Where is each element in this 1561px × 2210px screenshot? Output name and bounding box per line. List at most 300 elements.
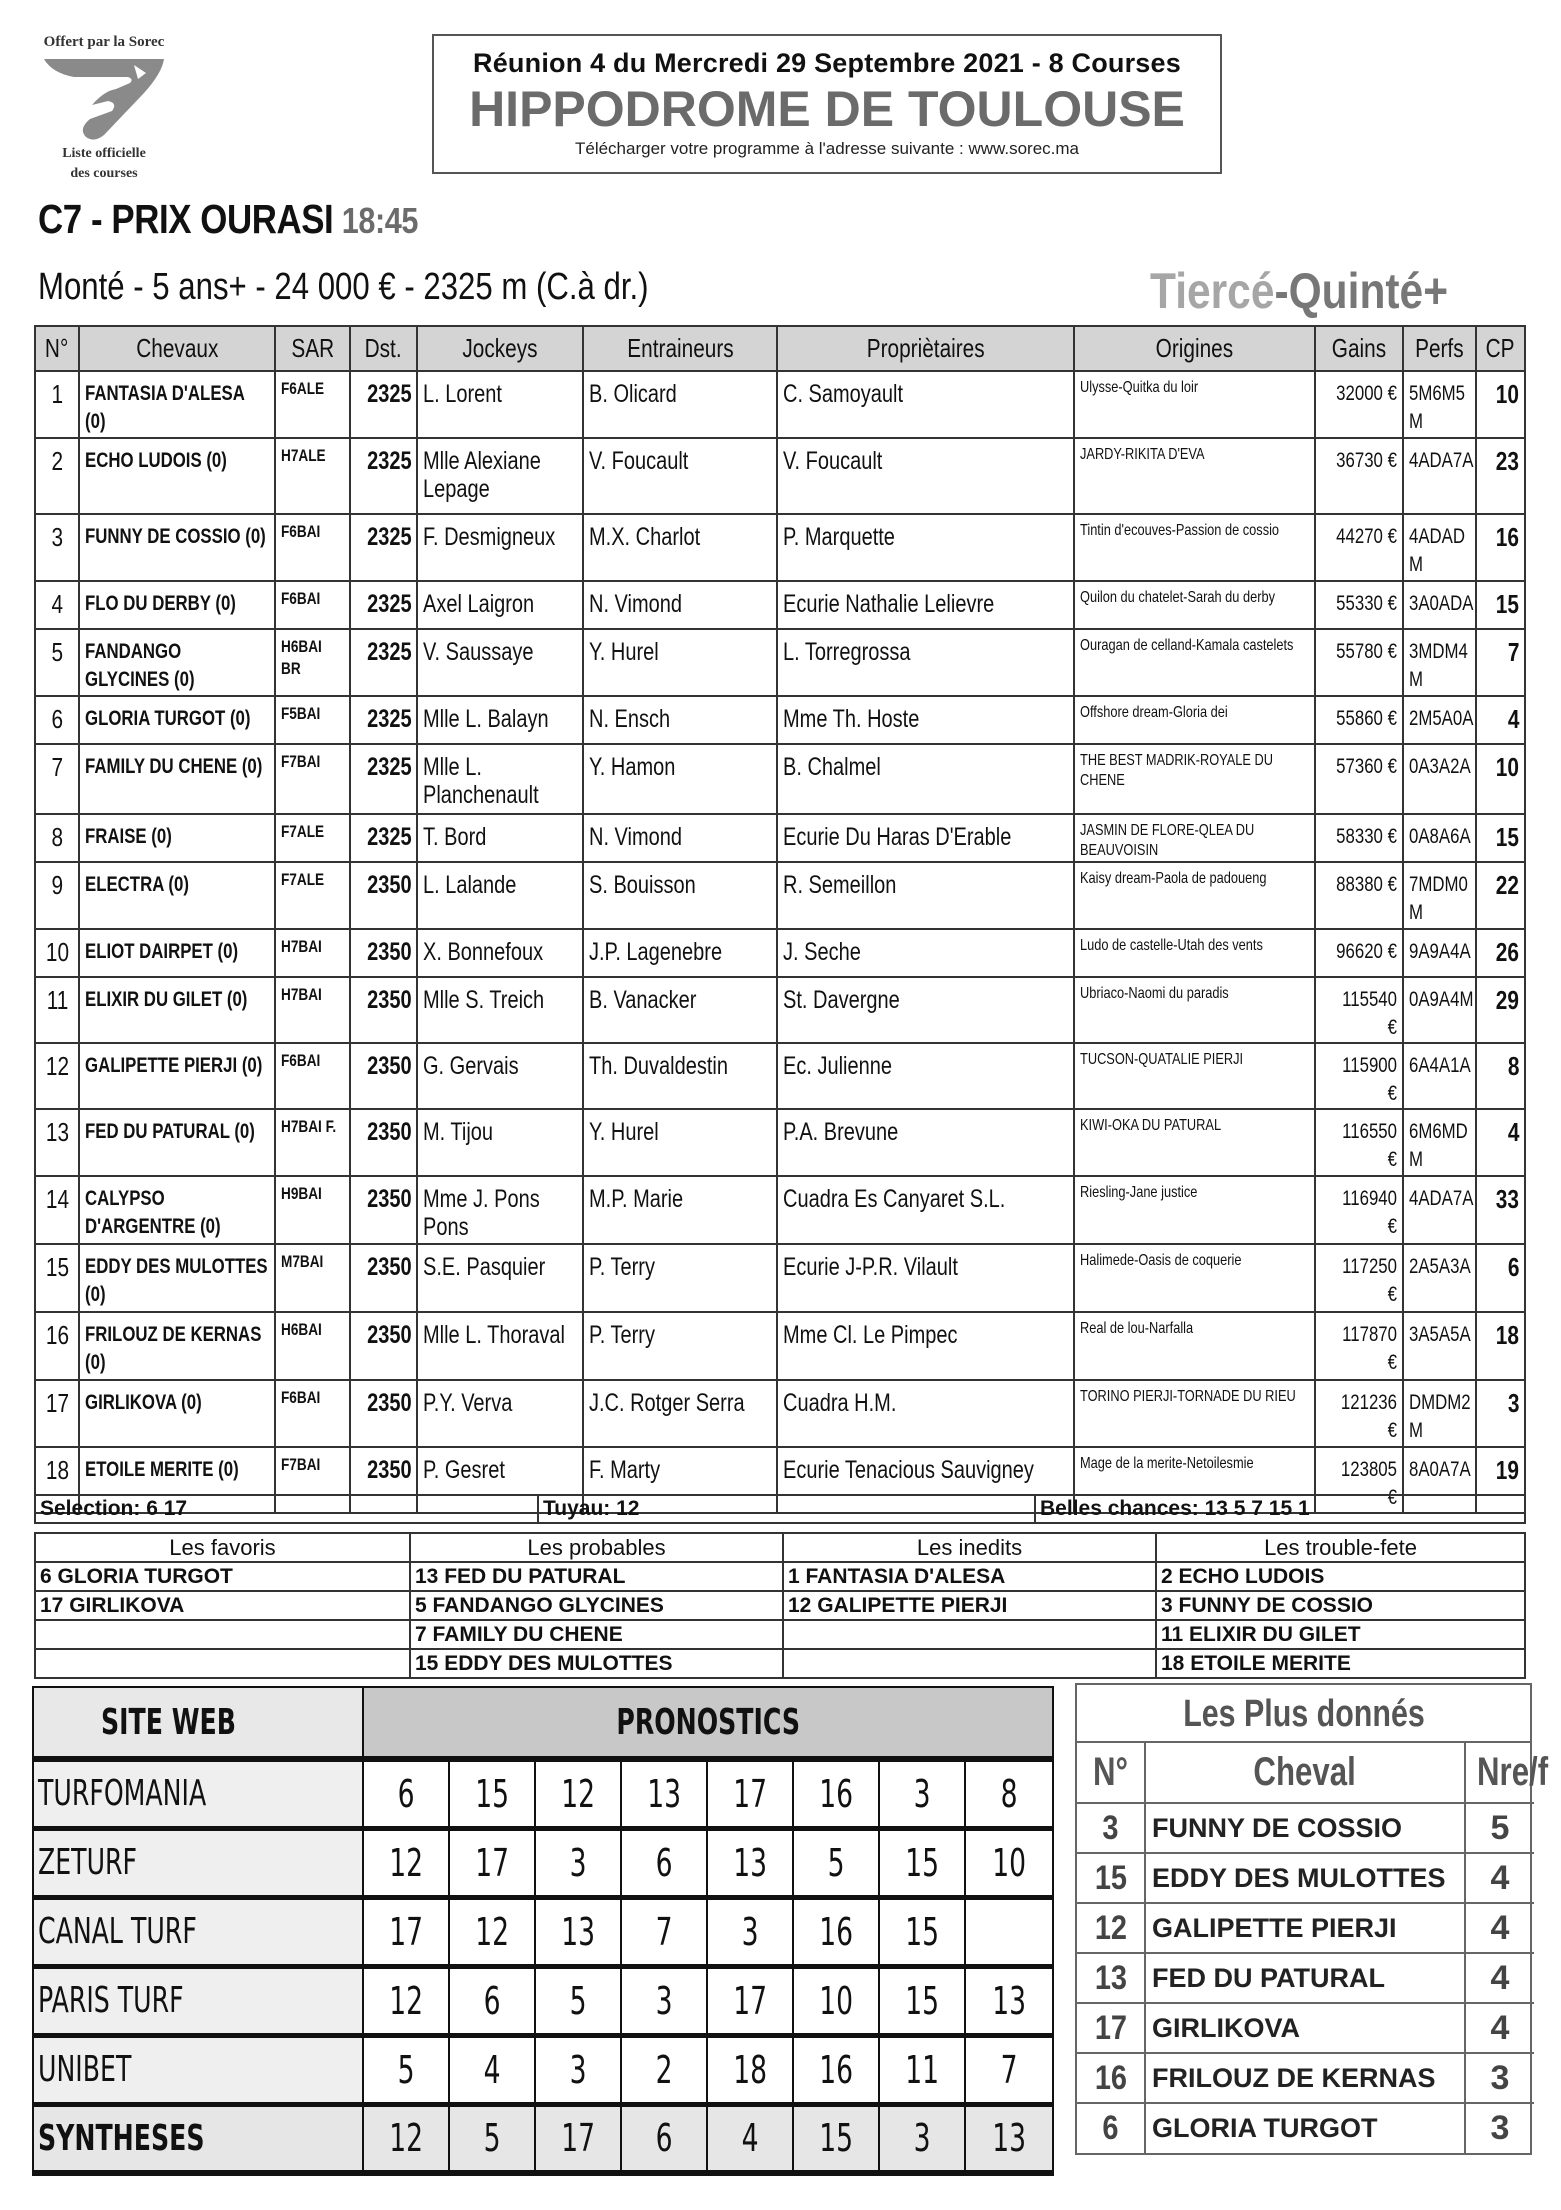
sar: H9BAI [275,1176,350,1244]
owner: Ecurie J-P.R. Vilault [777,1244,1074,1312]
horse-name: GIRLIKOVA [1145,2003,1465,2053]
site-name: CANAL TURF [33,1897,363,1966]
pronostic-pick: 10 [793,1966,879,2035]
pronostic-pick: 4 [449,2035,535,2104]
horse-name: ETOILE MERITE (0) [79,1447,275,1513]
pronostic-row [33,1897,1053,1966]
pronostic-pick: 10 [965,1828,1053,1897]
distance: 2350 [350,1380,417,1447]
gains: 36730 € [1315,438,1403,514]
pick-count: 4 [1465,1853,1534,1903]
runner-number: 6 [35,696,79,744]
table-row [35,1176,1525,1244]
perfs: 3MDM4 M [1403,629,1476,696]
table-row [35,862,1525,929]
trainer: Y. Hamon [583,744,777,814]
trainer: N. Vimond [583,581,777,629]
horse-number: 15 [1077,1853,1145,1903]
pronostic-pick: 15 [879,1966,965,2035]
category-entry-inedits: 12 GALIPETTE PIERJI [783,1591,1156,1620]
perfs: 7MDM0 M [1403,862,1476,929]
jockey: L. Lalande [417,862,583,929]
gains: 44270 € [1315,514,1403,581]
pronostic-pick: 3 [707,1897,793,1966]
trainer: M.P. Marie [583,1176,777,1244]
perfs: 2M5A0A [1403,696,1476,744]
pronostic-pick: 11 [879,2035,965,2104]
trainer: Y. Hurel [583,1109,777,1176]
most-picked-panel [1075,1683,1549,2155]
gains: 116940 € [1315,1176,1403,1244]
gains: 116550 € [1315,1109,1403,1176]
perfs: 4ADA7A [1403,438,1476,514]
perfs: 5M6M5 M [1403,371,1476,438]
pronostics-table [32,1686,1054,2176]
owner: P.A. Brevune [777,1109,1074,1176]
perfs: 0A3A2A [1403,744,1476,814]
trainer: J.P. Lagenebre [583,929,777,977]
site-web-header: SITE WEB [33,1687,363,1759]
download-info: Télécharger votre programme à l'adresse suivante : www.sorec.ma [574,139,1079,158]
header-cheval: Cheval [1145,1743,1465,1803]
cp: 18 [1476,1312,1525,1380]
pronostic-pick: 7 [621,1897,707,1966]
perfs: 2A5A3A [1403,1244,1476,1312]
categories-row [35,1649,1525,1678]
owner: R. Semeillon [777,862,1074,929]
categories-header-row [35,1533,1525,1562]
pronostic-row [33,2035,1053,2104]
category-entry-favoris [35,1620,410,1649]
race-name: C7 - PRIX OURASI [38,196,334,242]
distance: 2350 [350,862,417,929]
horse-name: GLORIA TURGOT (0) [79,696,275,744]
jockey: V. Saussaye [417,629,583,696]
bet-type-quinte: -Quinté+ [1274,263,1449,319]
distance: 2350 [350,1447,417,1513]
category-entry-favoris [35,1649,410,1678]
pronostic-pick: 4 [707,2104,793,2173]
category-entry-probables: 5 FANDANGO GLYCINES [410,1591,783,1620]
pronostic-pick: 6 [449,1966,535,2035]
gains: 115540 € [1315,977,1403,1043]
pick-count: 3 [1465,2053,1534,2103]
distance: 2325 [350,696,417,744]
most-picked-row [1077,2103,1534,2153]
horse-name: GALIPETTE PIERJI [1145,1903,1465,1953]
table-row [35,1244,1525,1312]
trainer: B. Vanacker [583,977,777,1043]
column-header-dst: Dst. [350,326,417,371]
pronostic-pick: 3 [535,2035,621,2104]
cp: 4 [1476,1109,1525,1176]
runner-number: 1 [35,371,79,438]
table-row [35,1312,1525,1380]
sar: M7BAI [275,1244,350,1312]
category-header-inedits: Les inedits [783,1533,1156,1562]
pronostic-pick [965,1897,1053,1966]
category-header-favoris: Les favoris [35,1533,410,1562]
cp: 7 [1476,629,1525,696]
race-conditions: Monté - 5 ans+ - 24 000 € - 2325 m (C.à dr.) [38,266,649,308]
distance: 2325 [350,629,417,696]
horse-name: GLORIA TURGOT [1145,2103,1465,2153]
race-title [38,196,418,243]
jockey: Mlle S. Treich [417,977,583,1043]
jockey: Mlle L. Planchenault [417,744,583,814]
pick-count: 3 [1465,2103,1534,2153]
pronostic-pick: 13 [621,1759,707,1828]
distance: 2350 [350,929,417,977]
pronostic-pick: 17 [363,1897,449,1966]
horse-name: ELIOT DAIRPET (0) [79,929,275,977]
gains: 55860 € [1315,696,1403,744]
horse-name: CALYPSO D'ARGENTRE (0) [79,1176,275,1244]
cp: 8 [1476,1043,1525,1109]
jockey: G. Gervais [417,1043,583,1109]
pronostic-pick: 5 [449,2104,535,2173]
most-picked-row [1077,2003,1534,2053]
column-header-origin: Origines [1074,326,1315,371]
origins: Ouragan de celland-Kamala castelets [1074,629,1315,696]
owner: L. Torregrossa [777,629,1074,696]
most-picked-title: Les Plus donnés [1077,1685,1530,1743]
sar: F6ALE [275,371,350,438]
owner: Cuadra Es Canyaret S.L. [777,1176,1074,1244]
categories-row [35,1591,1525,1620]
pronostic-pick: 13 [965,2104,1053,2173]
origins: Halimede-Oasis de coquerie [1074,1244,1315,1312]
runner-number: 7 [35,744,79,814]
origins: Ubriaco-Naomi du paradis [1074,977,1315,1043]
distance: 2350 [350,1043,417,1109]
pronostic-row [33,1966,1053,2035]
jockey: P. Gesret [417,1447,583,1513]
perfs: 4ADAD M [1403,514,1476,581]
cp: 22 [1476,862,1525,929]
trainer: Th. Duvaldestin [583,1043,777,1109]
categories-table [34,1532,1526,1679]
column-header-sar: SAR [275,326,350,371]
runner-number: 4 [35,581,79,629]
pronostics-header: PRONOSTICS [363,1687,1053,1759]
runner-number: 18 [35,1447,79,1513]
column-header-no: N° [35,326,79,371]
table-row [35,929,1525,977]
pronostic-pick: 17 [707,1966,793,2035]
race-time: 18:45 [341,200,418,241]
pick-count: 4 [1465,1903,1534,1953]
distance: 2350 [350,1312,417,1380]
horse-name: FRILOUZ DE KERNAS (0) [79,1312,275,1380]
jockey: Axel Laigron [417,581,583,629]
table-row [35,696,1525,744]
horse-name: EDDY DES MULOTTES [1145,1853,1465,1903]
pronostic-pick: 16 [793,1897,879,1966]
origins: Riesling-Jane justice [1074,1176,1315,1244]
table-header-row [35,326,1525,371]
owner: B. Chalmel [777,744,1074,814]
bet-type-tierce: Tiercé [1150,263,1275,319]
runner-number: 12 [35,1043,79,1109]
sar: F6BAI [275,581,350,629]
perfs: 9A9A4A [1403,929,1476,977]
table-row [35,371,1525,438]
gains: 117870 € [1315,1312,1403,1380]
category-entry-trouble-fete: 3 FUNNY DE COSSIO [1156,1591,1525,1620]
owner: Cuadra H.M. [777,1380,1074,1447]
owner: Mme Th. Hoste [777,696,1074,744]
sar: H7BAI F. [275,1109,350,1176]
distance: 2350 [350,977,417,1043]
perfs: 6A4A1A [1403,1043,1476,1109]
trainer: N. Vimond [583,814,777,862]
pronostic-pick: 7 [965,2035,1053,2104]
table-row [35,744,1525,814]
perfs: 3A5A5A [1403,1312,1476,1380]
gains: 88380 € [1315,862,1403,929]
sar: H7ALE [275,438,350,514]
cp: 16 [1476,514,1525,581]
runner-number: 15 [35,1244,79,1312]
horse-name: FED DU PATURAL [1145,1953,1465,2003]
column-header-horse: Chevaux [79,326,275,371]
origins: JARDY-RIKITA D'EVA [1074,438,1315,514]
trainer: Y. Hurel [583,629,777,696]
runner-number: 16 [35,1312,79,1380]
table-row [35,1380,1525,1447]
trainer: J.C. Rotger Serra [583,1380,777,1447]
pronostic-pick: 12 [363,2104,449,2173]
origins: Real de lou-Narfalla [1074,1312,1315,1380]
category-entry-inedits [783,1649,1156,1678]
pronostic-pick: 12 [449,1897,535,1966]
pronostic-row [33,1759,1053,1828]
owner: Mme Cl. Le Pimpec [777,1312,1074,1380]
sar: H6BAI [275,1312,350,1380]
category-entry-inedits: 1 FANTASIA D'ALESA [783,1562,1156,1591]
column-header-cp: CP [1476,326,1525,371]
jockey: Mlle Alexiane Lepage [417,438,583,514]
pick-count: 4 [1465,1953,1534,2003]
trainer: N. Ensch [583,696,777,744]
jockey: P.Y. Verva [417,1380,583,1447]
horse-name: FED DU PATURAL (0) [79,1109,275,1176]
horse-name: EDDY DES MULOTTES (0) [79,1244,275,1312]
horse-name: ELECTRA (0) [79,862,275,929]
perfs: 0A8A6A [1403,814,1476,862]
pronostic-pick: 2 [621,2035,707,2104]
pick-count: 5 [1465,1803,1534,1853]
cp: 15 [1476,814,1525,862]
table-row [35,581,1525,629]
gains: 57360 € [1315,744,1403,814]
perfs: 8A0A7A [1403,1447,1476,1513]
runner-number: 13 [35,1109,79,1176]
pronostics-header-row [33,1687,1053,1759]
owner: Ecurie Tenacious Sauvigney [777,1447,1074,1513]
distance: 2325 [350,371,417,438]
horse-name: GALIPETTE PIERJI (0) [79,1043,275,1109]
pronostic-pick: 5 [363,2035,449,2104]
category-entry-inedits [783,1620,1156,1649]
jockey: F. Desmigneux [417,514,583,581]
header-no: N° [1077,1743,1145,1803]
cp: 29 [1476,977,1525,1043]
tuyau-value: Tuyau: 12 [538,1495,1035,1523]
site-name: ZETURF [33,1828,363,1897]
pronostic-pick: 17 [449,1828,535,1897]
origins: THE BEST MADRIK-ROYALE DU CHENE [1074,744,1315,814]
origins: Mage de la merite-Netoilesmie [1074,1447,1315,1513]
most-picked-row [1077,1903,1534,1953]
pronostic-pick: 3 [535,1828,621,1897]
hippodrome-name: HIPPODROME DE TOULOUSE [469,81,1185,137]
logo-bottom-text-1: Liste officielle [62,146,146,161]
sorec-logo [24,34,184,183]
jockey: S.E. Pasquier [417,1244,583,1312]
pronostic-pick: 16 [793,2035,879,2104]
logo-bottom-text-2: des courses [70,166,138,181]
horse-number: 6 [1077,2103,1145,2153]
pronostic-pick: 18 [707,2035,793,2104]
sar: F7BAI [275,1447,350,1513]
distance: 2350 [350,1176,417,1244]
cp: 3 [1476,1380,1525,1447]
trainer: F. Marty [583,1447,777,1513]
pronostic-pick: 17 [707,1759,793,1828]
pronostic-pick: 13 [965,1966,1053,2035]
jockey: M. Tijou [417,1109,583,1176]
pick-count: 4 [1465,2003,1534,2053]
owner: Ec. Julienne [777,1043,1074,1109]
column-header-jockey: Jockeys [417,326,583,371]
jockey: Mme J. Pons Pons [417,1176,583,1244]
site-name: PARIS TURF [33,1966,363,2035]
origins: KIWI-OKA DU PATURAL [1074,1109,1315,1176]
distance: 2325 [350,514,417,581]
most-picked-header-row [1077,1743,1534,1803]
origins: TORINO PIERJI-TORNADE DU RIEU [1074,1380,1315,1447]
cp: 26 [1476,929,1525,977]
gains: 58330 € [1315,814,1403,862]
sar: H7BAI [275,929,350,977]
bet-type-badge [1150,262,1448,320]
pronostic-row [33,1828,1053,1897]
categories-row [35,1620,1525,1649]
horse-number: 13 [1077,1953,1145,2003]
perfs: DMDM2 M [1403,1380,1476,1447]
pronostic-pick: 12 [363,1828,449,1897]
trainer: P. Terry [583,1312,777,1380]
pronostic-pick: 5 [535,1966,621,2035]
runner-number: 9 [35,862,79,929]
pronostic-pick: 17 [535,2104,621,2173]
origins: TUCSON-QUATALIE PIERJI [1074,1043,1315,1109]
horse-name: ELIXIR DU GILET (0) [79,977,275,1043]
cp: 19 [1476,1447,1525,1513]
most-picked-row [1077,1953,1534,2003]
distance: 2325 [350,744,417,814]
horse-name: FANDANGO GLYCINES (0) [79,629,275,696]
pronostic-pick: 12 [535,1759,621,1828]
pronostic-pick: 16 [793,1759,879,1828]
origins: Kaisy dream-Paola de padoueng [1074,862,1315,929]
belles-chances-value: Belles chances: 13 5 7 15 1 [1035,1495,1525,1523]
runner-number: 11 [35,977,79,1043]
jockey: X. Bonnefoux [417,929,583,977]
category-entry-probables: 13 FED DU PATURAL [410,1562,783,1591]
site-name: SYNTHESES [33,2104,363,2173]
cp: 15 [1476,581,1525,629]
pronostic-pick: 5 [793,1828,879,1897]
owner: V. Foucault [777,438,1074,514]
gains: 96620 € [1315,929,1403,977]
runner-number: 5 [35,629,79,696]
header-count: Nre/f [1465,1743,1534,1803]
pronostic-pick: 13 [707,1828,793,1897]
gains: 32000 € [1315,371,1403,438]
column-header-owner: Propriètaires [777,326,1074,371]
table-row [35,629,1525,696]
sorec-horse-logo-icon [34,53,174,143]
logo-top-text: Offert par la Sorec [43,34,165,50]
trainer: V. Foucault [583,438,777,514]
selection-table [34,1494,1526,1524]
runner-number: 8 [35,814,79,862]
cp: 23 [1476,438,1525,514]
trainer: B. Olicard [583,371,777,438]
runner-number: 2 [35,438,79,514]
most-picked-table [1077,1743,1549,2153]
trainer: M.X. Charlot [583,514,777,581]
selection-value: Selection: 6 17 [35,1495,538,1523]
owner: St. Davergne [777,977,1074,1043]
table-row [35,514,1525,581]
category-entry-favoris: 17 GIRLIKOVA [35,1591,410,1620]
column-header-perfs: Perfs [1403,326,1476,371]
owner: Ecurie Du Haras D'Erable [777,814,1074,862]
horse-name: FUNNY DE COSSIO (0) [79,514,275,581]
site-name: UNIBET [33,2035,363,2104]
category-entry-trouble-fete: 18 ETOILE MERITE [1156,1649,1525,1678]
pronostic-pick: 3 [879,1759,965,1828]
pronostic-pick: 6 [621,2104,707,2173]
reunion-info: Réunion 4 du Mercredi 29 Septembre 2021 - 8 Courses [473,48,1181,78]
cp: 10 [1476,744,1525,814]
pronostic-pick: 15 [879,1828,965,1897]
category-entry-probables: 7 FAMILY DU CHENE [410,1620,783,1649]
sar: H7BAI [275,977,350,1043]
perfs: 6M6MD M [1403,1109,1476,1176]
pronostic-pick: 3 [621,1966,707,2035]
origins: Ulysse-Quitka du loir [1074,371,1315,438]
categories-row [35,1562,1525,1591]
distance: 2350 [350,1244,417,1312]
distance: 2325 [350,581,417,629]
category-entry-trouble-fete: 2 ECHO LUDOIS [1156,1562,1525,1591]
jockey: Mlle L. Thoraval [417,1312,583,1380]
horse-name: FAMILY DU CHENE (0) [79,744,275,814]
distance: 2350 [350,1109,417,1176]
horse-number: 16 [1077,2053,1145,2103]
origins: JASMIN DE FLORE-QLEA DU BEAUVOISIN [1074,814,1315,862]
most-picked-row [1077,1853,1534,1903]
column-header-trainer: Entraineurs [583,326,777,371]
pronostic-pick: 8 [965,1759,1053,1828]
origins: Offshore dream-Gloria dei [1074,696,1315,744]
owner: P. Marquette [777,514,1074,581]
